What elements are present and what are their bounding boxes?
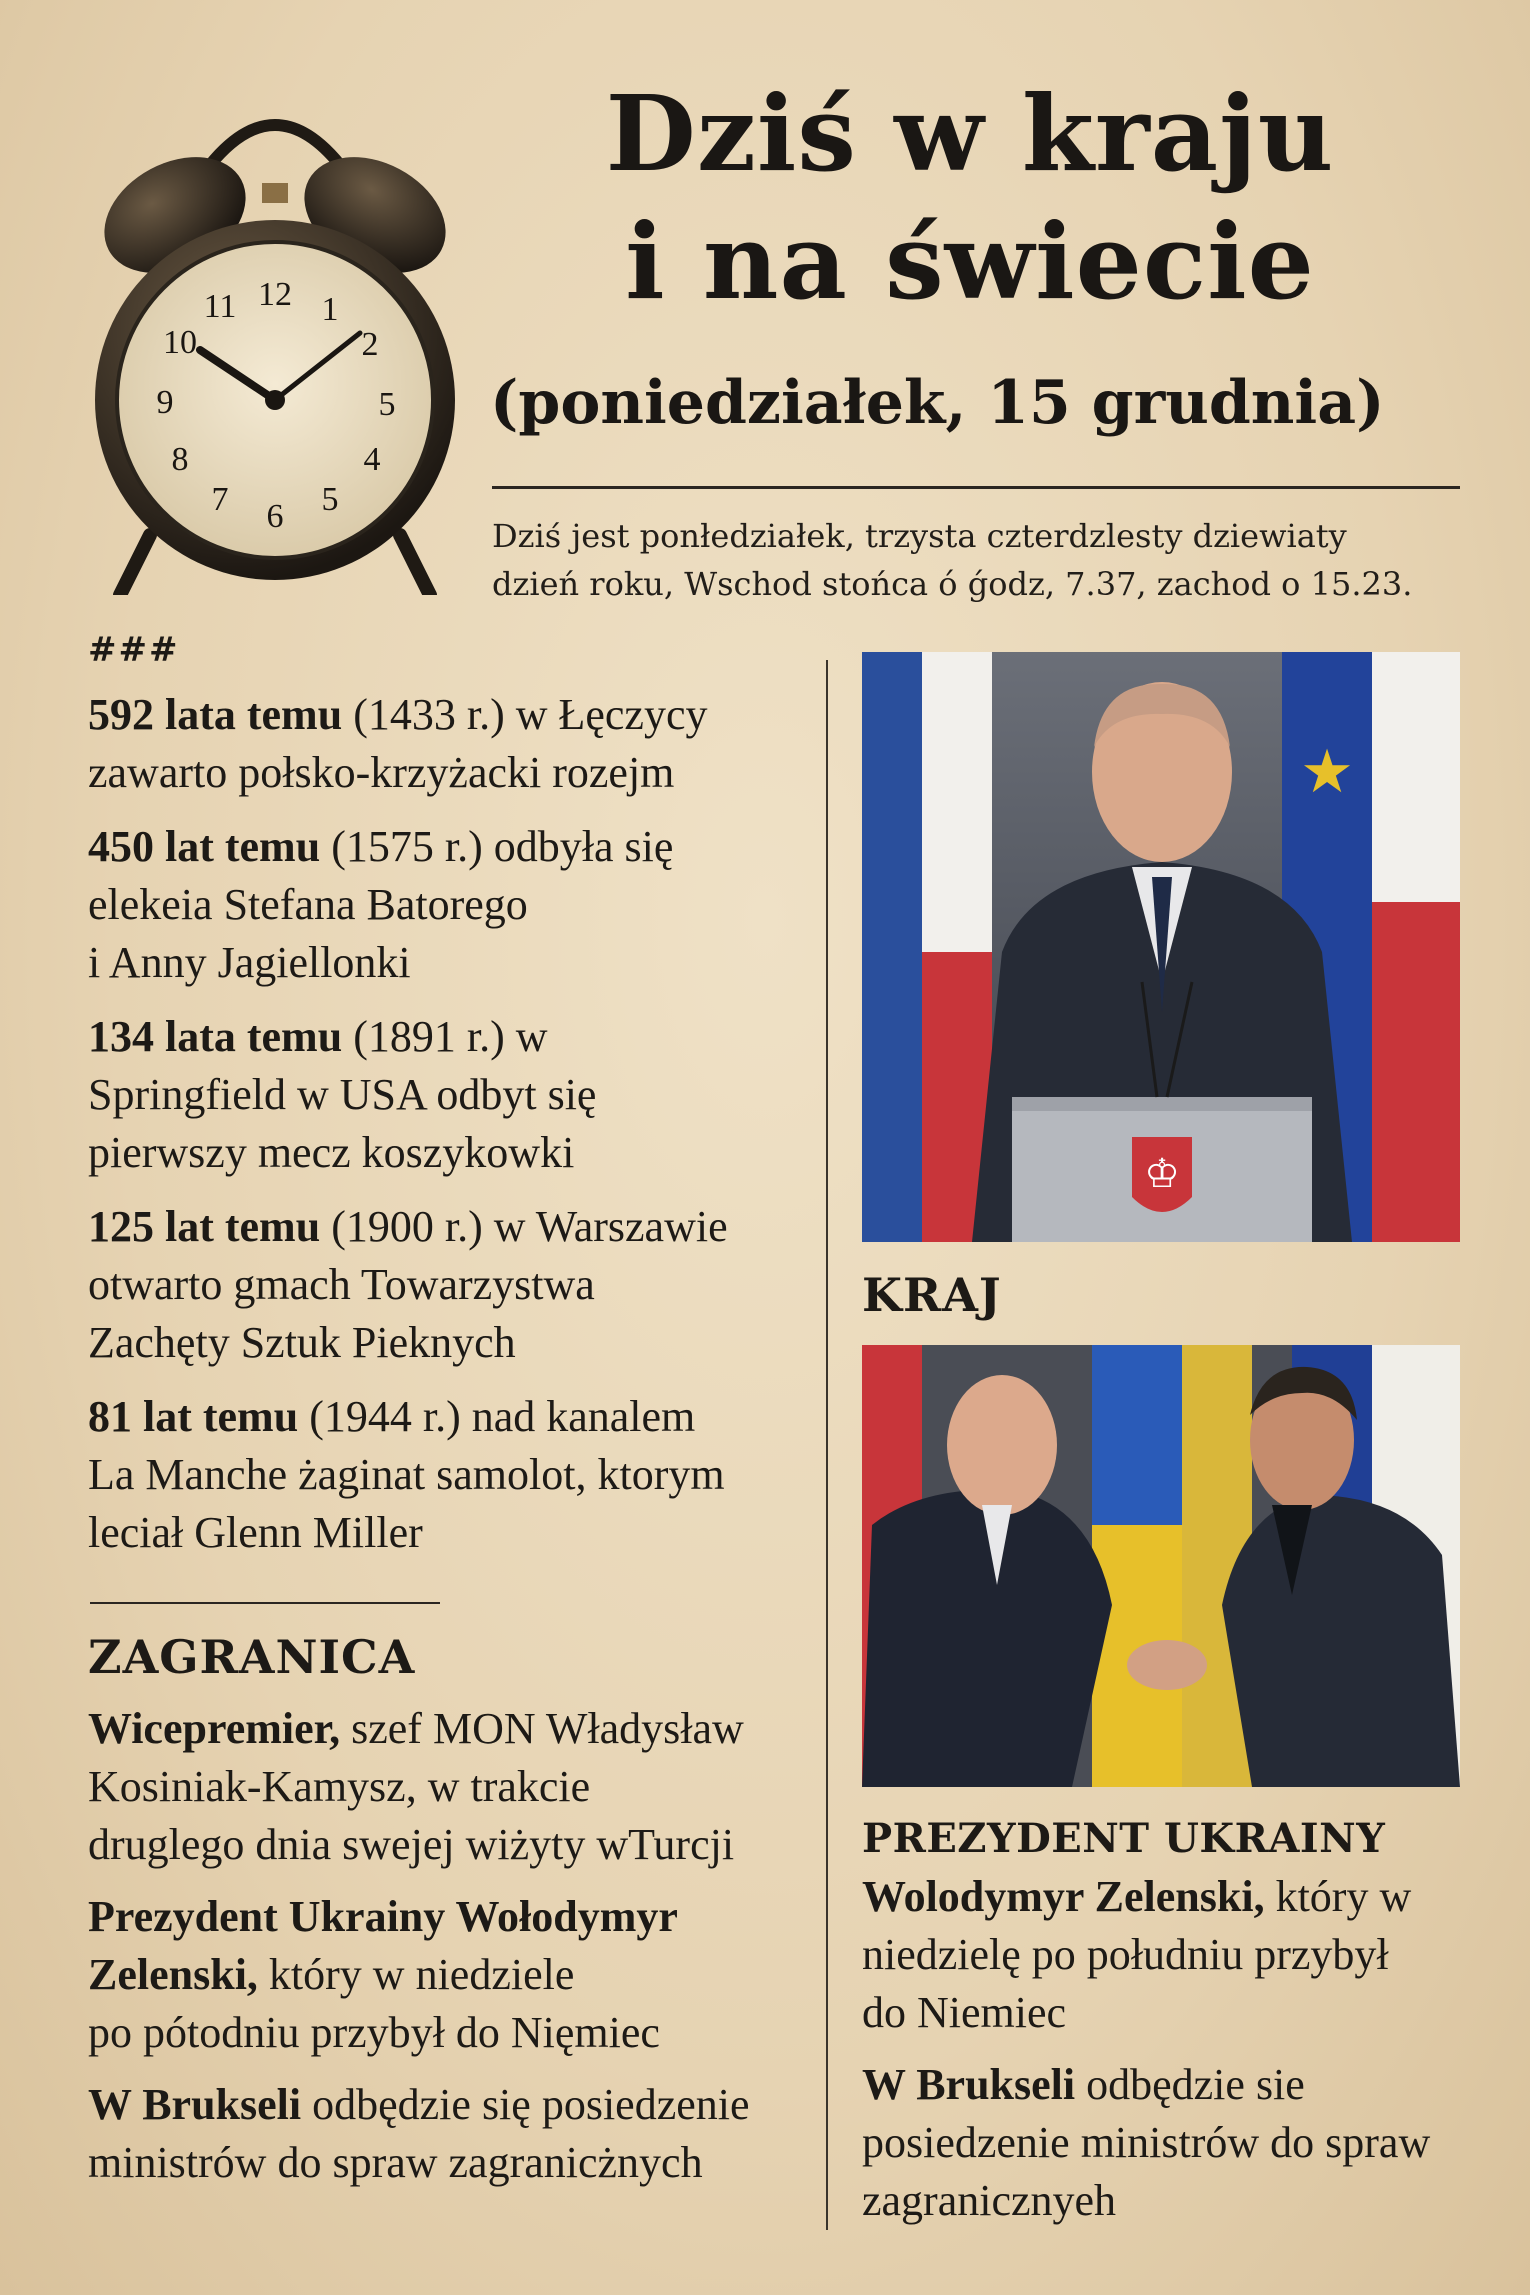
column-divider (826, 660, 828, 2230)
clock-numeral: 12 (258, 276, 292, 313)
news-text: po pótodniu przybył do Nięmiec (88, 2008, 660, 2057)
section-marker: ### (88, 630, 180, 670)
list-item (88, 1388, 808, 1562)
news-lead: Prezydent Ukrainy Wołodymyr (88, 1892, 678, 1941)
clock-numeral: 4 (363, 441, 381, 478)
event-text: w Łęczycy (504, 690, 708, 739)
event-text: zawarto połsko-krzyżacki rozejm (88, 748, 675, 797)
clock-numeral: 6 (266, 498, 284, 535)
news-text: odbędzie się posiedzenie (301, 2080, 750, 2129)
news-text: który w niedziele (257, 1950, 575, 1999)
news-text: druglego dnia swejej wiżyty wTurcji (88, 1820, 735, 1869)
event-text: Zachęty Sztuk Pieknych (88, 1318, 516, 1367)
alarm-clock-icon (90, 95, 460, 595)
news-text: posiedzenie ministrów do spraw (862, 2118, 1431, 2167)
clock-numeral: 8 (171, 441, 189, 478)
event-text: w Warszawie (482, 1202, 728, 1251)
clock-numeral: 10 (163, 324, 197, 361)
date-subtitle: (poniedziałek, 15 grudnia) (490, 368, 1385, 438)
event-text: Springfield w USA odbyt się (88, 1070, 597, 1119)
event-years-ago: 134 lata temu (88, 1012, 343, 1061)
title-line-2: i na świecie (625, 200, 1315, 323)
photo-podium-speech (862, 652, 1460, 1242)
event-year: (1575 r.) (331, 822, 483, 871)
news-text: do Niemiec (862, 1988, 1067, 2037)
foreign-news-list (88, 1700, 808, 2206)
list-item (88, 2076, 808, 2192)
clock-numeral: 1 (321, 291, 339, 328)
anniversaries-list (88, 686, 808, 1578)
list-item (862, 1810, 1462, 2042)
photo-handshake (862, 1345, 1460, 1787)
news-text: który w (1264, 1872, 1412, 1921)
news-text: Kosiniak-Kamysz, w trakcie (88, 1762, 591, 1811)
event-year: (1900 r.) (331, 1202, 483, 1251)
event-year: (1433 r.) (353, 690, 505, 739)
event-text: otwarto gmach Towarzystwa (88, 1260, 595, 1309)
event-year: (1891 r.) (353, 1012, 505, 1061)
event-years-ago: 450 lat temu (88, 822, 321, 871)
event-text: w (504, 1012, 548, 1061)
intro-line-2: dzień roku, Wschod stońca ó ǵodz, 7.37, zachod o 15.23. (492, 565, 1413, 603)
domestic-news-list (862, 1810, 1462, 2244)
section-heading-kraj: KRAJ (862, 1268, 1002, 1322)
svg-text:★: ★ (1300, 737, 1354, 807)
news-lead: W Brukseli (862, 2060, 1076, 2109)
news-text: niedzielę po południu przybył (862, 1930, 1389, 1979)
title-line-1: Dziś w kraju (605, 72, 1335, 195)
news-headline: PREZYDENT UKRAINY (862, 1815, 1386, 1862)
list-item (88, 686, 808, 802)
list-item (862, 2056, 1462, 2230)
event-years-ago: 592 lata temu (88, 690, 343, 739)
svg-text:♔: ♔ (1144, 1151, 1180, 1197)
list-item (88, 818, 808, 992)
event-text: leciał Glenn Miller (88, 1508, 423, 1557)
list-item (88, 1700, 808, 1874)
clock-numeral: 5 (321, 481, 339, 518)
event-years-ago: 81 lat temu (88, 1392, 299, 1441)
section-divider (90, 1602, 440, 1604)
clock-numeral: 5 (378, 386, 396, 423)
page-title (490, 70, 1450, 326)
intro-paragraph (492, 512, 1472, 608)
news-lead: W Brukseli (88, 2080, 302, 2129)
clock-numeral: 7 (211, 481, 229, 518)
header-divider (492, 486, 1460, 489)
event-year: (1944 r.) (309, 1392, 461, 1441)
event-text: elekeia Stefana Batorego (88, 880, 528, 929)
event-years-ago: 125 lat temu (88, 1202, 321, 1251)
event-text: La Manche żaginat samolot, ktorym (88, 1450, 725, 1499)
news-text: odbędzie sie (1075, 2060, 1305, 2109)
list-item (88, 1008, 808, 1182)
event-text: nad kanalem (460, 1392, 696, 1441)
intro-line-1: Dziś jest ponłedziałek, trzysta czterdzlesty dziewiaty (492, 517, 1347, 555)
news-lead: Wicepremier, (88, 1704, 341, 1753)
list-item (88, 1198, 808, 1372)
list-item (88, 1888, 808, 2062)
clock-numeral: 11 (203, 288, 237, 325)
news-text: zagranicznyeh (862, 2176, 1117, 2225)
news-lead: Zelenski, (88, 1950, 258, 1999)
event-text: i Anny Jagiellonki (88, 938, 411, 987)
clock-numeral: 2 (361, 326, 379, 363)
event-text: odbyła się (482, 822, 674, 871)
section-heading-zagranica: ZAGRANICA (88, 1630, 416, 1684)
clock-numeral: 9 (156, 384, 174, 421)
news-text: szef MON Władysław (340, 1704, 744, 1753)
event-text: pierwszy mecz koszykowki (88, 1128, 575, 1177)
news-lead: Wolodymyr Zelenski, (862, 1872, 1265, 1921)
news-text: ministrów do spraw zagranicżnych (88, 2138, 703, 2187)
